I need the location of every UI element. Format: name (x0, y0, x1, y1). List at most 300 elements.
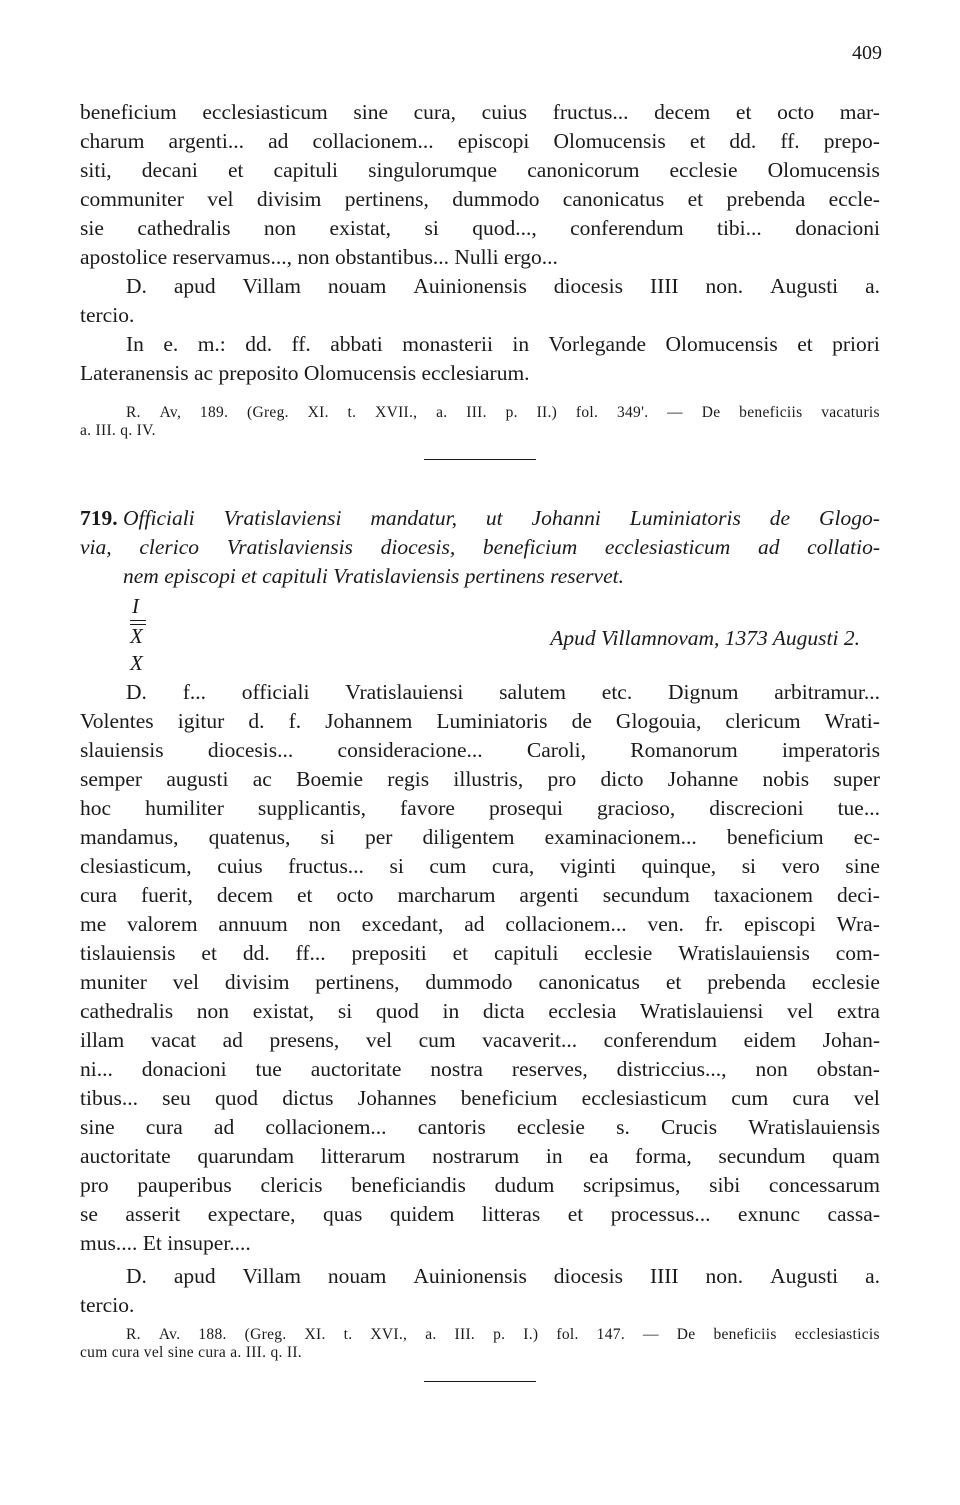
word: 719. Officiali (80, 506, 195, 530)
word: non (755, 1057, 788, 1081)
word: dudum (494, 1173, 555, 1197)
word: supplicantis, (257, 796, 366, 820)
word: pertinens, (344, 187, 429, 211)
word: dd. (242, 941, 270, 965)
word: D. (126, 680, 147, 704)
word: cum (429, 854, 467, 878)
word: vel (853, 1086, 880, 1110)
word: reserves, (511, 1057, 588, 1081)
word: prebenda (726, 187, 806, 211)
text-line (80, 1084, 880, 1113)
word: regis (387, 767, 430, 791)
word: gracioso, (597, 796, 676, 820)
word: cantoris (417, 1115, 486, 1139)
word: pro (80, 1173, 109, 1197)
word: ecclesie (811, 970, 880, 994)
word: auctoritate (310, 1057, 402, 1081)
word: litteras (481, 1202, 541, 1226)
word: Vratislaviensis (226, 535, 353, 559)
word: collacionem... (312, 129, 434, 153)
word: et (297, 883, 313, 907)
word: existat, (329, 216, 392, 240)
word: et (452, 941, 469, 965)
word: et (689, 129, 706, 153)
text-line (80, 678, 880, 707)
fraction-middle: X (130, 624, 143, 648)
word: sine (80, 1115, 115, 1139)
word: collacionem... (265, 1115, 387, 1139)
word: nostrarum (432, 1144, 520, 1168)
word: nouam (327, 1264, 387, 1288)
word: XVI., (370, 1326, 408, 1343)
word: marcharum (397, 883, 496, 907)
word: et (227, 158, 244, 182)
word: taxacionem (713, 883, 813, 907)
word: vel (787, 999, 814, 1023)
word: Volentes (80, 709, 154, 733)
word: slauiensis (80, 738, 164, 762)
word: IIII (649, 1264, 679, 1288)
word: semper (80, 767, 143, 791)
word: octo (777, 100, 815, 124)
word: Av, (159, 404, 182, 421)
word: forma, (635, 1144, 692, 1168)
word: asserit (125, 1202, 181, 1226)
text-line (80, 156, 880, 185)
word: pro (547, 767, 577, 791)
word: tue... (837, 796, 880, 820)
word: obstan- (816, 1057, 880, 1081)
word: auctoritate (80, 1144, 171, 1168)
word: si (424, 216, 439, 240)
word: canonicatus (538, 970, 640, 994)
text-line (80, 185, 880, 214)
word: charum (80, 129, 145, 153)
word: ecclesia (548, 999, 617, 1023)
word: ea (589, 1144, 609, 1168)
word: ecclesiasticum (604, 535, 731, 559)
word: salutem (499, 680, 566, 704)
word: XI. (307, 404, 329, 421)
word: sine (845, 854, 880, 878)
dating-line-end: tercio. (80, 1293, 135, 1317)
word: Auinionensis (413, 1264, 527, 1288)
word: cassa- (827, 1202, 880, 1226)
text-line (80, 968, 880, 997)
word: ac (252, 767, 272, 791)
text-line (80, 881, 880, 910)
word: nobis (762, 767, 810, 791)
word: vel (172, 970, 200, 994)
source-note-719 (80, 1326, 880, 1362)
word: Dignum (668, 680, 739, 704)
word: — (642, 1326, 659, 1343)
word: dd. (245, 332, 273, 356)
page-number: 409 (852, 42, 882, 64)
text-line (80, 1200, 880, 1229)
word: diocesis... (207, 738, 294, 762)
word: non (263, 216, 297, 240)
word: non (308, 912, 341, 936)
word: de (769, 506, 791, 530)
word: nouam (327, 274, 387, 298)
word: (Greg. (244, 1326, 287, 1343)
word: eccle- (828, 187, 880, 211)
section-divider (424, 459, 536, 460)
word: cura, (491, 854, 535, 878)
word: diocesis, (380, 535, 456, 559)
text-line (80, 910, 880, 939)
word: cum (731, 1086, 769, 1110)
word: sine (353, 100, 388, 124)
same-mandate-line-end: Lateranensis ac preposito Olomucensis ecclesiarum. (80, 361, 530, 385)
word: beneficiis (739, 404, 803, 421)
word: capituli (493, 941, 559, 965)
word: III. (466, 404, 487, 421)
word: donacioni (141, 1057, 227, 1081)
word: processus... (610, 1202, 711, 1226)
word: Johanni (531, 506, 601, 530)
text-line (80, 765, 880, 794)
word: XI. (304, 1326, 326, 1343)
text-line (80, 736, 880, 765)
text-line (80, 823, 880, 852)
word: favore (400, 796, 455, 820)
text-line (80, 1171, 880, 1200)
word: ecclesie (669, 158, 738, 182)
entry-number: 719. (80, 506, 118, 530)
text-line (80, 794, 880, 823)
word: mar- (839, 100, 880, 124)
word: Romanorum (630, 738, 738, 762)
word: De (701, 404, 721, 421)
word: Luminiatoris (436, 709, 548, 733)
word: ff. (780, 129, 800, 153)
word: abbati (330, 332, 383, 356)
word: Wrati- (824, 709, 880, 733)
word: sie (80, 216, 104, 240)
word: episcopi (744, 912, 816, 936)
word: decani (141, 158, 198, 182)
word: IIII (649, 274, 679, 298)
word: ecclesiasticis (794, 1326, 880, 1343)
word: quidem (389, 1202, 455, 1226)
word: Wratislauiensi (640, 999, 764, 1023)
word: donacioni (795, 216, 880, 240)
word: ec- (853, 825, 880, 849)
word: Olomucensis (665, 332, 778, 356)
word: dummodo (425, 970, 513, 994)
source-note-line (80, 1326, 880, 1344)
word: De (676, 1326, 696, 1343)
word: Wratislauiensis (678, 941, 810, 965)
word: fr. (704, 912, 724, 936)
word: Augusti (770, 274, 839, 298)
word: decem (654, 100, 711, 124)
text-line (80, 1026, 880, 1055)
word: apud (173, 274, 216, 298)
word: a. (425, 1326, 437, 1343)
word: ecclesiasticum (202, 100, 328, 124)
word: m.: (197, 332, 226, 356)
word: excedant, (361, 912, 444, 936)
word: si (337, 999, 353, 1023)
word: prosequi (488, 796, 563, 820)
word: a. (436, 404, 448, 421)
word: singulorumque (368, 158, 498, 182)
word: seu (162, 1086, 191, 1110)
word: se (80, 1202, 98, 1226)
word: In (126, 332, 144, 356)
text-line (80, 214, 880, 243)
word: quarundam (197, 1144, 295, 1168)
word: existat, (252, 999, 315, 1023)
word: D. (126, 1264, 147, 1288)
text-line (80, 1142, 880, 1171)
word: clerico (139, 535, 200, 559)
word: fol. (575, 404, 599, 421)
word: beneficium (726, 825, 824, 849)
word: clericis (260, 1173, 323, 1197)
word: Caroli, (526, 738, 586, 762)
word: annuum (218, 912, 288, 936)
word: Johannes (357, 1086, 437, 1110)
entry-title-line: nem episcopi et capituli Vratislaviensis pertinens reservet. (123, 564, 624, 588)
dating-line (80, 272, 880, 301)
word: dicta (482, 999, 525, 1023)
place-date: Apud Villamnovam, 1373 Augusti 2. (550, 626, 860, 650)
word: me (80, 912, 107, 936)
word: capituli (273, 158, 339, 182)
word: beneficiandis (351, 1173, 466, 1197)
word: ad (464, 912, 485, 936)
word: ff... (295, 941, 326, 965)
word: per (364, 825, 393, 849)
word: examinacionem... (544, 825, 697, 849)
word: Luminiatoris (629, 506, 741, 530)
word: non. (705, 274, 744, 298)
word: hoc (80, 796, 112, 820)
word: p. (505, 404, 518, 421)
word: ad (213, 1115, 235, 1139)
word: tibus... (80, 1086, 138, 1110)
word: quod..., (472, 216, 537, 240)
word: quod (215, 1086, 258, 1110)
word: super (833, 767, 880, 791)
word: clericum (725, 709, 801, 733)
word: Johanne (667, 767, 739, 791)
word: D. (126, 274, 147, 298)
word: Villam (242, 274, 301, 298)
word: cathedralis (137, 216, 231, 240)
word: cura (145, 1115, 183, 1139)
word: cathedralis (80, 999, 174, 1023)
word: pertinens, (315, 970, 400, 994)
word: diligentem (422, 825, 515, 849)
word: III. (454, 1326, 476, 1343)
word: discrecioni (709, 796, 804, 820)
word: (Greg. (247, 404, 289, 421)
word: prepositi (351, 941, 427, 965)
word: vacaverit... (482, 1028, 578, 1052)
word: Vratislauiensi (345, 680, 464, 704)
word: prepo- (823, 129, 880, 153)
text-line (80, 939, 880, 968)
text-line (80, 1055, 880, 1084)
word: 188. (198, 1326, 227, 1343)
word: dummodo (452, 187, 540, 211)
entry-title-line (80, 533, 880, 562)
word: nostra (430, 1057, 483, 1081)
word: muniter (80, 970, 147, 994)
word: Glogo- (819, 506, 880, 530)
entry-title-line (80, 504, 880, 533)
word: secundum (718, 1144, 806, 1168)
word: ecclesiasticum (581, 1086, 708, 1110)
word: et (567, 1202, 584, 1226)
word: humiliter (145, 796, 224, 820)
dating-line (80, 1262, 880, 1291)
word: scripsimus, (583, 1173, 681, 1197)
word: vacat (150, 1028, 197, 1052)
word: argenti... (168, 129, 244, 153)
word: ad (268, 129, 289, 153)
word: officiali (241, 680, 310, 704)
word: exnunc (737, 1202, 801, 1226)
word: et (797, 332, 813, 356)
word: divisim (224, 970, 290, 994)
word: si (741, 854, 757, 878)
word: cura, (413, 100, 457, 124)
word: apud (173, 1264, 216, 1288)
word: igitur (177, 709, 225, 733)
word: quas (322, 1202, 363, 1226)
word: expectare, (207, 1202, 296, 1226)
fraction-top: I (132, 594, 139, 618)
word: clesiasticum, (80, 854, 192, 878)
source-note-line (80, 404, 880, 422)
word: quod (375, 999, 419, 1023)
word: priori (832, 332, 880, 356)
fraction-bar (130, 620, 146, 621)
word: conferendum (603, 1028, 718, 1052)
word: collacionem... (505, 912, 627, 936)
word: I.) (523, 1326, 539, 1343)
source-note-line: a. III. q. IV. (80, 422, 156, 439)
word: tue (255, 1057, 282, 1081)
word: a. (865, 274, 880, 298)
word: imperatoris (782, 738, 880, 762)
word: Vratislaviensi (223, 506, 342, 530)
word: cura (80, 883, 117, 907)
word: beneficium (80, 100, 177, 124)
word: Vorlegande (548, 332, 647, 356)
word: f. (288, 709, 302, 733)
word: vel (365, 1028, 393, 1052)
word: argenti (519, 883, 579, 907)
word: sibi (709, 1173, 741, 1197)
word: beneficium (482, 535, 578, 559)
word: a. (865, 1264, 880, 1288)
word: communiter (80, 187, 184, 211)
word: diocesis (553, 274, 624, 298)
word: vel (207, 187, 234, 211)
word: Olomucensis (767, 158, 880, 182)
word: mandamus, (80, 825, 179, 849)
word: consideracione... (337, 738, 483, 762)
word: f... (182, 680, 206, 704)
word: t. (343, 1326, 353, 1343)
word: beneficium (460, 1086, 558, 1110)
word: com- (835, 941, 880, 965)
text-line (80, 98, 880, 127)
word: viginti (559, 854, 616, 878)
word: Av. (158, 1326, 181, 1343)
word: litterarum (320, 1144, 406, 1168)
word: pauperibus (137, 1173, 232, 1197)
word: Glogouia, (615, 709, 702, 733)
word: ff. (291, 332, 311, 356)
word: monasterii (402, 332, 493, 356)
source-note-line: cum cura vel sine cura a. III. q. II. (80, 1344, 302, 1361)
word: quinque, (641, 854, 717, 878)
word: R. (126, 1326, 141, 1343)
word: fructus... (288, 854, 364, 878)
word: in (512, 332, 530, 356)
word: illam (80, 1028, 125, 1052)
word: non (196, 999, 230, 1023)
word: cuius (217, 854, 263, 878)
word: concessarum (768, 1173, 880, 1197)
word: et (665, 970, 682, 994)
word: mandatur, (370, 506, 457, 530)
word: R. (126, 404, 141, 421)
word: conferendum (570, 216, 684, 240)
word: s. (616, 1115, 630, 1139)
word: episcopi (457, 129, 530, 153)
word: cum (418, 1028, 456, 1052)
word: fol. (556, 1326, 579, 1343)
word: tislauiensis (80, 941, 176, 965)
word: ut (485, 506, 503, 530)
word: XVII., (375, 404, 418, 421)
text-line (80, 707, 880, 736)
word: Wratislauiensis (748, 1115, 880, 1139)
word: ecclesie (584, 941, 653, 965)
word: quam (832, 1144, 880, 1168)
word: t. (347, 404, 357, 421)
word: Johan- (822, 1028, 880, 1052)
word: secundum (602, 883, 690, 907)
word: p. (493, 1326, 506, 1343)
word: collatio- (807, 535, 880, 559)
word: canonicorum (527, 158, 640, 182)
word: cura (792, 1086, 830, 1110)
word: et (735, 100, 752, 124)
word: fuerit, (140, 883, 193, 907)
word: dicto (600, 767, 644, 791)
word: dd. (729, 129, 757, 153)
word: 349'. (616, 404, 649, 421)
word: II.) (536, 404, 558, 421)
word: in (442, 999, 460, 1023)
entry-719-heading (80, 504, 880, 591)
word: Augusti (770, 1264, 839, 1288)
word: canonicatus (562, 187, 665, 211)
word: divisim (256, 187, 322, 211)
word: valorem (127, 912, 198, 936)
word: ven. (647, 912, 684, 936)
